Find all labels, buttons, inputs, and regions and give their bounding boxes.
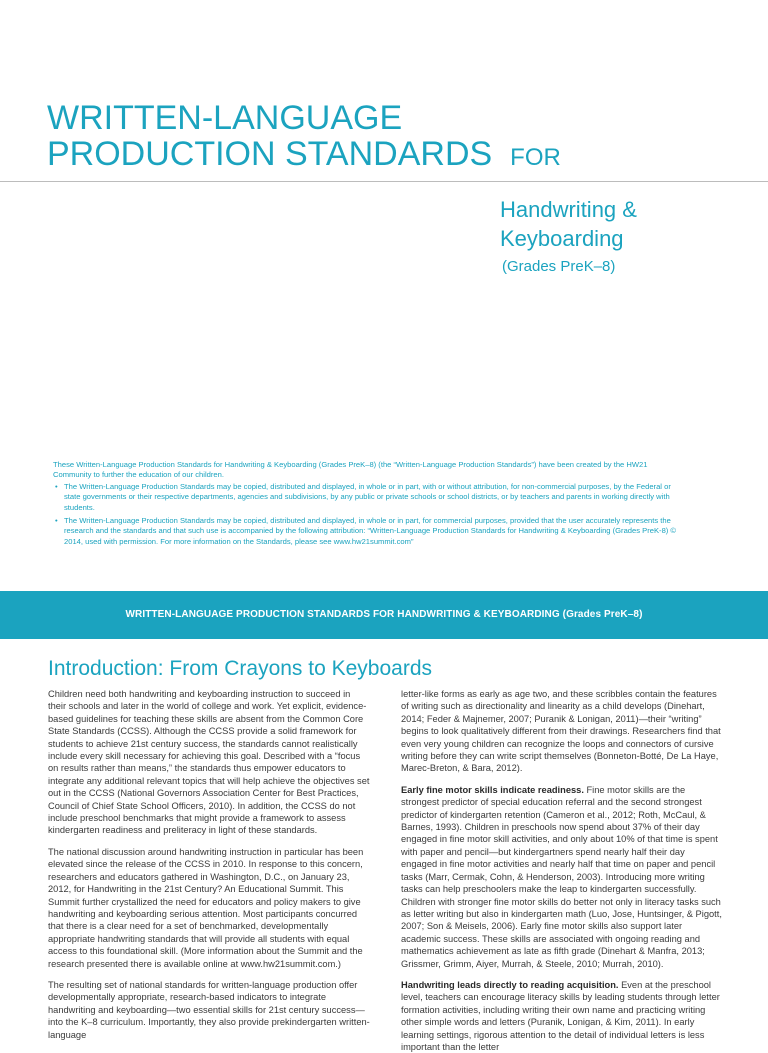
bullet-icon: • bbox=[55, 516, 58, 526]
text-column-right bbox=[401, 688, 723, 1052]
notice-bullet-item bbox=[53, 482, 683, 513]
title-for: FOR bbox=[510, 144, 561, 171]
paragraph-lead-heading: Handwriting leads directly to reading acquisition. bbox=[401, 979, 619, 990]
body-paragraph: letter-like forms as early as age two, and these scribbles contain the features of writing such as directionality and linearity as a child develops (Dinehart, 2014; Feder & Majnemer, 2007; Puranik & Lonigan, 2011)—their “writing” begins to look qualitatively different from their drawings. Researchers find that even very young children can recognize the loops and connectors of cursive writing before they can write script themselves (Bonneton-Botté, De La Haye, Marec-Breton, & Bara, 2012). bbox=[401, 689, 721, 774]
document-title bbox=[47, 100, 561, 176]
title-line-2: PRODUCTION STANDARDS bbox=[47, 135, 493, 173]
paragraph-lead-heading: Early fine motor skills indicate readiness. bbox=[401, 784, 584, 795]
section-heading: Introduction: From Crayons to Keyboards bbox=[48, 657, 433, 680]
title-line-1: WRITTEN-LANGUAGE bbox=[47, 99, 403, 137]
subtitle-line-1: Handwriting & bbox=[500, 197, 637, 222]
notice-bullet-item bbox=[53, 516, 683, 547]
paragraph-body: Fine motor skills are the strongest predictor of special education referral and the second strongest predictor of kindergarten retention (Cameron et al., 2012; Roth, McCaul, & Barnes, 1993). Children in preschools now spend about 37% of their day engaged in fine motor skill activities, and only about 10% of that time is spent with paper and pencil—but kindergartners spend nearly half their day engaged in fine motor activities and nearly half that time on paper and pencil tasks (Marr, Cermak, Cohn, & Henderson, 2003). Introducing more writing tasks can help preschoolers make the leap to kindergarten successfully. Children with stronger fine motor skills do better not only in literacy tasks such as letter writing but also in kindergarten math (Luo, Jose, Huntsinger, & Pigott, 2007; Son & Meisels, 2006). Early fine motor skills also support later academic success. These skills are associated with ongoing reading and mathematics achievement as late as fifth grade (Dinehart & Manfra, 2013; Grissmer, Grimm, Aiyer, Murrah, & Steele, 2010; Murrah, 2010). bbox=[401, 784, 722, 969]
notice-intro: These Written-Language Production Standards for Handwriting & Keyboarding (Grades PreK–8) (the “Written-Language Production Standards”) have been created by the HW21 Community to further the education of our children. bbox=[53, 460, 648, 480]
body-paragraph bbox=[401, 979, 723, 1053]
subtitle-line-2: Keyboarding bbox=[500, 226, 624, 251]
body-paragraph: Children need both handwriting and keyboarding instruction to succeed in their schools and later in the world of college and work. Yet explicit, evidence-based guidelines for teaching these skills are absent from the Common Core State Standards (CCSS). Although the CCSS provide a solid framework for students to achieve 21st century success, the standards cannot realistically include every skill necessary for achieving this goal. Described with a “focus on results rather than means,” the standards thus empower educators to integrate any additional relevant topics that will help achieve the objectives set out in the CCSS (National Governors Association Center for Best Practices, Council of Chief State School Officers, 2010). In addition, the CCSS do not include preschool benchmarks that might provide a framework to assess kindergarten readiness and preliteracy in light of these standards. bbox=[48, 689, 370, 836]
grades-label: (Grades PreK–8) bbox=[502, 258, 616, 275]
notice-bullet-text: The Written-Language Production Standards may be copied, distributed and displayed, in whole or in part, for commercial purposes, provided that the user accurately represents the research and the standards and that such use is accompanied by the following attribution: “Written-Language Production Standards for Handwriting & Keyboarding (Grades PreK-8) © 2014, used with permission. For more information on the Standards, please see www.hw21summit.com” bbox=[64, 516, 677, 546]
body-paragraph: The resulting set of national standards for written-language production offer developmentally appropriate, research-based indicators to integrate handwriting and keyboarding—two essential skills for 21st century success—into the K–8 curriculum. Importantly, they also provide prekindergarten written-language bbox=[48, 979, 370, 1040]
bullet-icon: • bbox=[55, 481, 58, 491]
section-banner: WRITTEN-LANGUAGE PRODUCTION STANDARDS FOR HANDWRITING & KEYBOARDING (Grades PreK–8) bbox=[0, 591, 768, 639]
copyright-notice bbox=[53, 460, 683, 550]
paragraph-body: Even at the preschool level, teachers can encourage literacy skills by leading students through letter formation activities, including writing their own name and practicing writing other simple words and letters (Puranik, Lonigan, & Kim, 2011). In early learning settings, rigorous attention to the detail of individual letters is less important than the letter bbox=[401, 979, 720, 1052]
body-paragraph: The national discussion around handwriting instruction in particular has been elevated since the release of the CCSS in 2010. In response to this concern, researchers and educators gathered in Washington, D.C., on January 23, 2012, for Handwriting in the 21st Century? An Educational Summit. This Summit further crystallized the need for educators and policy makers to give handwriting and keyboarding serious attention. Most participants concurred that there is a clear need for a set of benchmarked, developmentally appropriate handwriting standards that will provide all students with equal access to this foundational skill. (More information about the Summit and the research presented there is available online at www.hw21summit.com.) bbox=[48, 846, 364, 969]
notice-bullet-list bbox=[53, 482, 683, 547]
document-subtitle bbox=[500, 195, 637, 253]
notice-bullet-text: The Written-Language Production Standards may be copied, distributed and displayed, in whole or in part, with or without attribution, for non-commercial purposes, by the Federal or state governments or their respective departments, agencies and subdivisions, by any public or private schools or school districts, or by teachers and parents in working directly with students. bbox=[64, 481, 671, 512]
body-paragraph bbox=[401, 784, 723, 970]
header-divider bbox=[0, 181, 768, 182]
text-column-left bbox=[48, 688, 370, 1040]
